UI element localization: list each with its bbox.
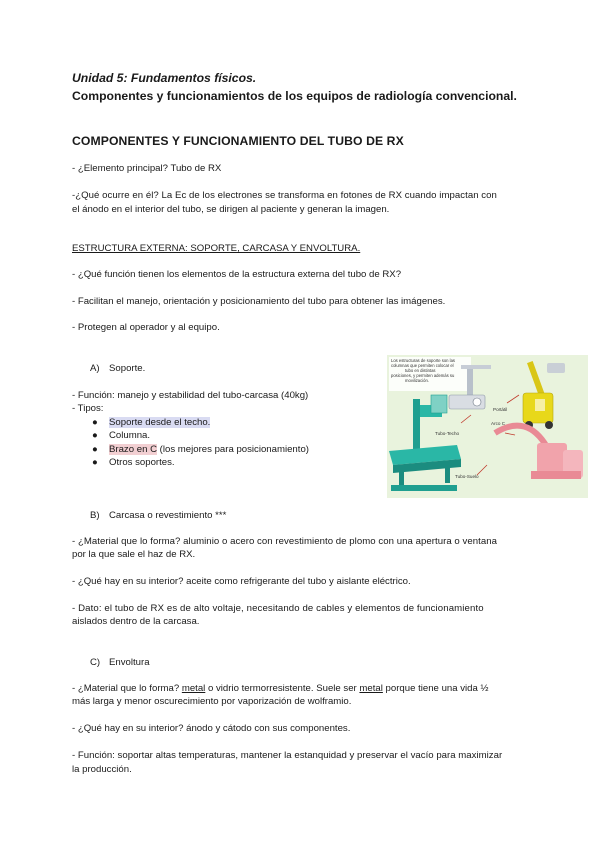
- carcasa-title: Carcasa o revestimiento ***: [109, 510, 227, 521]
- unit-title: Unidad 5: Fundamentos físicos.: [72, 71, 257, 85]
- carcasa-q1-line2: por la que sale el haz de RX.: [72, 549, 196, 560]
- metal-word: metal: [181, 683, 206, 694]
- carcasa-q1-line1: - ¿Material que lo forma? aluminio o acero con revestimiento de plomo con una apertura o ventana: [72, 536, 498, 547]
- list-item: [92, 443, 309, 456]
- tipo-text: Columna.: [109, 430, 151, 442]
- bullet: ●: [92, 430, 98, 442]
- label-tubo-suelo: Tubo-Suelo: [455, 474, 479, 479]
- external-answer1: - Facilitan el manejo, orientación y posicionamiento del tubo para obtener las imágenes.: [72, 296, 446, 307]
- envoltura-func-line2: la producción.: [72, 764, 132, 775]
- metal-word: metal: [359, 683, 383, 694]
- intro-q2-line2: el ánodo en el interior del tubo, se dirigen al paciente y generan la imagen.: [72, 204, 390, 215]
- label-arco-c: Arco C: [491, 421, 506, 426]
- external-question: - ¿Qué función tienen los elementos de la estructura externa del tubo de RX?: [72, 269, 402, 280]
- external-answer2: - Protegen al operador y al equipo.: [72, 322, 220, 333]
- tipo-rest: (los mejores para posicionamiento): [157, 443, 309, 455]
- support-types-figure: [387, 355, 588, 498]
- carcasa-dato-line2: aislados dentro de la carcasa.: [72, 616, 200, 627]
- carcasa-q2: - ¿Qué hay en su interior? aceite como refrigerante del tubo y aislante eléctrico.: [72, 576, 411, 587]
- envoltura-q1-line2: más larga y menor oscurecimiento por vaporización de wolframio.: [72, 696, 352, 707]
- soporte-letter: A): [90, 363, 100, 374]
- external-heading: ESTRUCTURA EXTERNA: SOPORTE, CARCASA Y ENVOLTURA.: [72, 243, 361, 254]
- soporte-funcion: - Función: manejo y estabilidad del tubo-carcasa (40kg): [72, 390, 309, 401]
- section-title: COMPONENTES Y FUNCIONAMIENTO DEL TUBO DE RX: [72, 134, 404, 148]
- list-item: [92, 429, 309, 442]
- list-item: [92, 416, 309, 429]
- envoltura-letter: C): [90, 657, 101, 668]
- bullet: ●: [92, 456, 98, 468]
- envoltura-q2: - ¿Qué hay en su interior? ánodo y cátodo con sus componentes.: [72, 723, 351, 734]
- soporte-title: Soporte.: [109, 363, 146, 374]
- tipo-text: Otros soportes.: [109, 456, 175, 468]
- unit-subtitle: Componentes y funcionamientos de los equipos de radiología convencional.: [72, 89, 517, 103]
- bullet: ●: [92, 417, 98, 428]
- envoltura-q1-line1: - ¿Material que lo forma? metal o vidrio termorresistente. Suele ser metal porque tiene una vida ½: [72, 683, 489, 694]
- tipo-text: Brazo en C: [109, 443, 157, 455]
- carcasa-dato-line1: - Dato: el tubo de RX es de alto voltaje, necesitando de cables y elementos de funcionamiento: [72, 603, 484, 614]
- envoltura-title: Envoltura: [109, 657, 150, 668]
- carcasa-letter: B): [90, 510, 100, 521]
- label-portatil: Portátil: [493, 407, 508, 412]
- tipo-text: Soporte desde el techo.: [109, 417, 211, 428]
- soporte-tipos-list: [92, 416, 309, 469]
- label-tubo-techo: Tubo-Techo: [435, 431, 460, 436]
- intro-q2-line1: -¿Qué ocurre en él? La Ec de los electrones se transforma en fotones de RX cuando impactan con: [72, 190, 497, 201]
- bullet: ●: [92, 443, 98, 455]
- envoltura-func-line1: - Función: soportar altas temperaturas, mantener la estanquidad y preservar el vacío para maximizar: [72, 750, 503, 761]
- intro-q1: - ¿Elemento principal? Tubo de RX: [72, 163, 222, 174]
- list-item: [92, 456, 309, 469]
- soporte-tipos-label: - Tipos:: [72, 403, 104, 414]
- figure-caption: Los estructuras de soporte son las columnas que permiten colocar el tubo en distintas posiciones, y permiten además su movilización.: [391, 358, 456, 383]
